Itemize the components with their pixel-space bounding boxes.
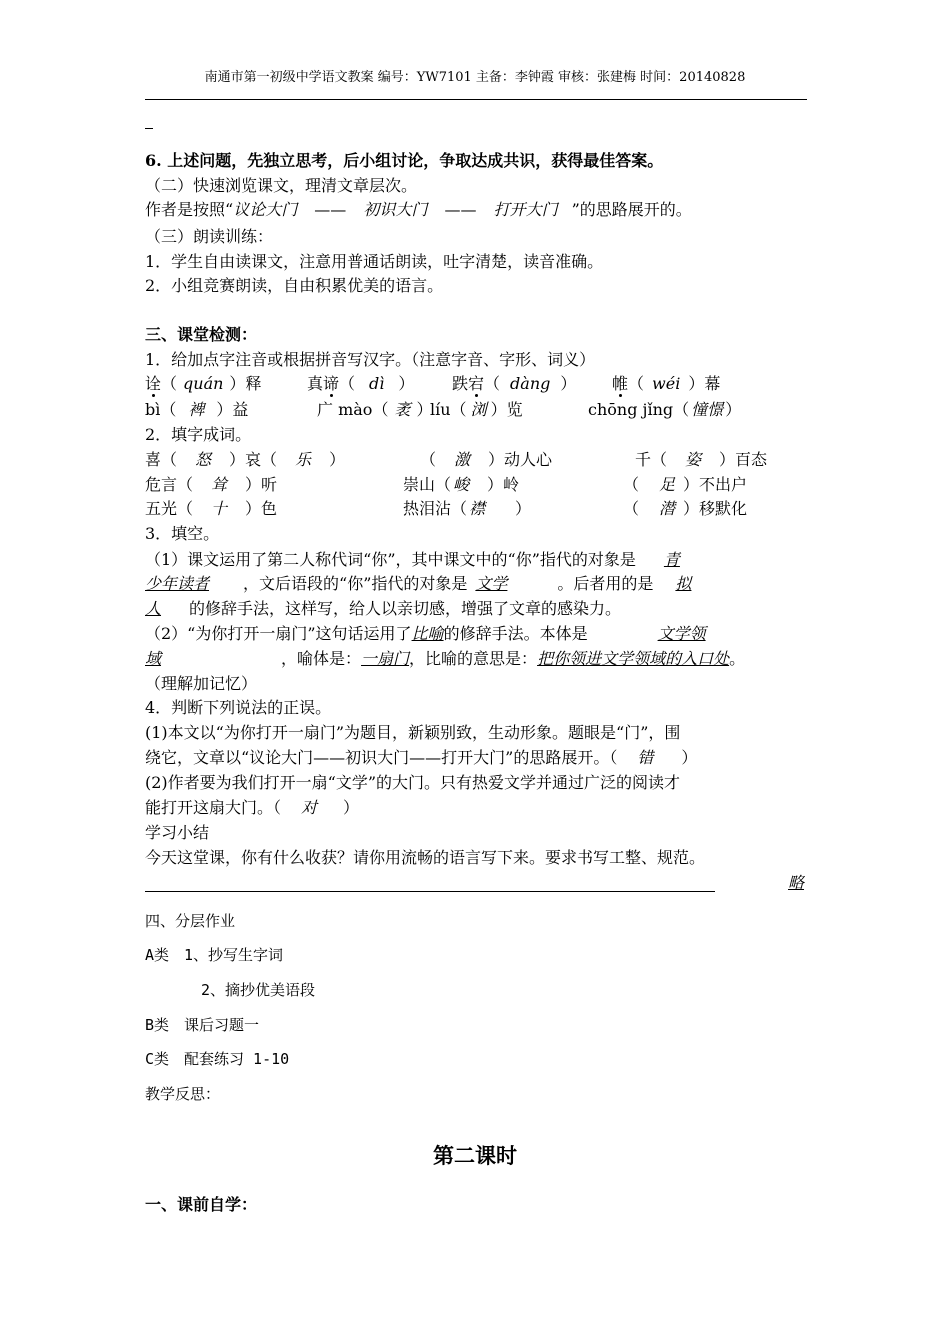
answer: wéi bbox=[652, 374, 681, 393]
paren: （ bbox=[628, 374, 645, 393]
answer: 把你领进文学领域的入口处 bbox=[537, 649, 730, 668]
text: 益 bbox=[232, 400, 249, 419]
answer: 峻 bbox=[453, 475, 470, 494]
text: ） bbox=[515, 499, 532, 518]
paren: （ bbox=[372, 400, 389, 419]
test-q3-title: 3．填空。 bbox=[145, 524, 220, 543]
dotted-char: 宕 bbox=[468, 374, 485, 393]
text: ，文后语段的“你”指代的对象是 bbox=[243, 574, 468, 593]
answer: dì bbox=[369, 374, 385, 393]
paren: ） bbox=[560, 374, 577, 393]
text: 千（ bbox=[635, 450, 668, 469]
q3-1-line-1 bbox=[145, 549, 680, 571]
pinyin-item-3 bbox=[452, 373, 576, 395]
section-3-title: （三）朗读训练： bbox=[145, 227, 274, 246]
class-test-title: 三、课堂检测： bbox=[145, 325, 258, 344]
answer: 文学 bbox=[475, 574, 508, 593]
text: ） bbox=[329, 450, 346, 469]
answer: 青 bbox=[663, 550, 680, 569]
paren: （ bbox=[450, 400, 467, 419]
answer: 浏 bbox=[470, 400, 487, 419]
text: 。 bbox=[729, 649, 746, 668]
idiom-5 bbox=[403, 474, 519, 496]
answer: 襟 bbox=[469, 499, 486, 518]
pinyin-row-1 bbox=[145, 373, 795, 397]
answer: 潜 bbox=[659, 499, 676, 518]
idiom-4 bbox=[145, 474, 277, 496]
text: ）哀（ bbox=[229, 450, 278, 469]
pinyin: bì bbox=[145, 400, 161, 419]
answer: 激 bbox=[454, 450, 471, 469]
text: （1）课文运用了第二人称代词“你”，其中课文中的“你”指代的对象是 bbox=[145, 550, 636, 569]
answer: 憧憬 bbox=[691, 400, 724, 419]
text: 跌 bbox=[452, 374, 469, 393]
text: ）岭 bbox=[487, 475, 520, 494]
answer: 袤 bbox=[394, 400, 411, 419]
answer: 耸 bbox=[211, 475, 228, 494]
answer: 乐 bbox=[295, 450, 312, 469]
answer: 裨 bbox=[188, 400, 205, 419]
text: 的修辞手法，这样写，给人以亲切感，增强了文章的感染力。 bbox=[189, 599, 622, 618]
answer: 拟 bbox=[675, 574, 692, 593]
pinyin-row-2 bbox=[145, 399, 795, 423]
homework-b: B类 课后习题一 bbox=[145, 1016, 260, 1034]
dash: —— bbox=[309, 200, 352, 219]
lesson-2-section-1: 一、课前自学： bbox=[145, 1195, 258, 1214]
text: （ bbox=[420, 450, 437, 469]
paren: （ bbox=[161, 374, 178, 393]
idiom-3 bbox=[635, 449, 767, 471]
text: 览 bbox=[506, 400, 523, 419]
paren: ） bbox=[216, 400, 233, 419]
short-dash-mark bbox=[145, 128, 153, 129]
summary-prompt: 今天这堂课，你有什么收获？请你用流畅的语言写下来。要求书写工整、规范。 bbox=[145, 848, 706, 867]
text: ）动人心 bbox=[488, 450, 553, 469]
pinyin-item-5 bbox=[145, 399, 248, 421]
pinyin: líu bbox=[430, 400, 451, 419]
q3-2-line-1 bbox=[145, 623, 706, 645]
pinyin-item-7 bbox=[430, 399, 523, 421]
answer: 怒 bbox=[195, 450, 212, 469]
text: ） bbox=[343, 798, 360, 817]
idiom-6 bbox=[623, 474, 747, 496]
text: （2）“为你打开一扇门”这句话运用了 bbox=[145, 624, 412, 643]
q3-1-line-3 bbox=[145, 598, 621, 620]
idiom-row-1 bbox=[145, 449, 805, 473]
paren: （ bbox=[160, 400, 177, 419]
dotted-char: 诠 bbox=[145, 374, 162, 393]
text: ）色 bbox=[245, 499, 278, 518]
paren: ） bbox=[688, 374, 705, 393]
answer-2: 初识大门 bbox=[363, 200, 428, 219]
text: ”的思路展开的。 bbox=[571, 200, 692, 219]
homework-a-1: A类 1、抄写生字词 bbox=[145, 946, 284, 964]
answer: 文学领 bbox=[657, 624, 706, 643]
idiom-1 bbox=[145, 449, 345, 471]
pinyin-item-4 bbox=[612, 373, 720, 395]
text: ，比喻的意思是： bbox=[409, 649, 538, 668]
text: 喜（ bbox=[145, 450, 178, 469]
teaching-reflection: 教学反思： bbox=[145, 1085, 221, 1103]
q3-1-line-2 bbox=[145, 573, 691, 595]
q3-2-line-2 bbox=[145, 648, 745, 670]
idiom-row-2 bbox=[145, 474, 805, 498]
writing-line bbox=[145, 891, 715, 892]
answer: dàng bbox=[510, 374, 551, 393]
test-q1-title: 1．给加点字注音或根据拼音写汉字。（注意字音、字形、词义） bbox=[145, 350, 596, 369]
idiom-8 bbox=[403, 498, 531, 520]
pinyin-item-8 bbox=[588, 399, 741, 421]
answer-3: 打开大门 bbox=[493, 200, 558, 219]
text: 真 bbox=[307, 374, 324, 393]
paren: ） bbox=[490, 400, 507, 419]
section-2-title: （二）快速浏览课文，理清文章层次。 bbox=[145, 176, 418, 195]
test-q4-title: 4．判断下列说法的正误。 bbox=[145, 698, 332, 717]
q4-2-line-2 bbox=[145, 797, 359, 819]
pinyin: 广 mào bbox=[317, 400, 373, 419]
pinyin-item-6 bbox=[317, 399, 432, 421]
text: 释 bbox=[245, 374, 262, 393]
idiom-2 bbox=[420, 449, 552, 471]
text: ，喻体是： bbox=[281, 649, 362, 668]
paren: ） bbox=[229, 374, 246, 393]
homework-a-2: 2、摘抄优美语段 bbox=[201, 981, 316, 999]
dotted-char: 帷 bbox=[612, 374, 629, 393]
text: 。后者用的是 bbox=[557, 574, 654, 593]
summary-answer: 略 bbox=[788, 873, 805, 892]
text: 幕 bbox=[704, 374, 721, 393]
text: 危言（ bbox=[145, 475, 194, 494]
idiom-9 bbox=[623, 498, 747, 520]
page-header: 南通市第一初级中学语文教案 编号：YW7101 主备：李钟霞 审核：张建梅 时间：20140828 bbox=[204, 70, 746, 85]
answer: 足 bbox=[659, 475, 676, 494]
text: 能打开这扇大门。（ bbox=[145, 798, 282, 817]
text: 绕它，文章以“议论大门——初识大门——打开大门”的思路展开。（ bbox=[145, 748, 618, 767]
header-rule bbox=[145, 99, 807, 100]
dash: —— bbox=[439, 200, 482, 219]
question-6: 6. 上述问题，先独立思考，后小组讨论，争取达成共识，获得最佳答案。 bbox=[145, 151, 664, 170]
pinyin-item-1 bbox=[145, 373, 261, 395]
section-2-structure-line bbox=[145, 199, 692, 221]
reading-item-1: 1．学生自由读课文，注意用普通话朗读，吐字清楚，读音准确。 bbox=[145, 252, 604, 271]
answer: 少年读者 bbox=[145, 574, 210, 593]
text: ）不出户 bbox=[683, 475, 748, 494]
dotted-char: 谛 bbox=[323, 374, 340, 393]
paren: ） bbox=[416, 400, 433, 419]
text: 作者是按照“ bbox=[145, 200, 234, 219]
idiom-row-3 bbox=[145, 498, 805, 522]
text: 崇山（ bbox=[403, 475, 452, 494]
answer: 域 bbox=[145, 649, 162, 668]
text: ）移默化 bbox=[683, 499, 748, 518]
homework-title: 四、分层作业 bbox=[145, 912, 236, 930]
text: 五光（ bbox=[145, 499, 194, 518]
answer: quán bbox=[183, 374, 224, 393]
pinyin: chōng jǐng bbox=[588, 400, 674, 419]
text: ） bbox=[681, 748, 698, 767]
answer: 对 bbox=[301, 798, 318, 817]
text: （ bbox=[623, 475, 640, 494]
pinyin-item-2 bbox=[307, 373, 414, 395]
q4-2-line-1: (2)作者要为我们打开一扇“文学”的大门。只有热爱文学并通过广泛的阅读才 bbox=[145, 773, 681, 792]
test-q2-title: 2．填字成词。 bbox=[145, 425, 252, 444]
reading-item-2: 2．小组竞赛朗读，自由积累优美的语言。 bbox=[145, 276, 444, 295]
answer: 错 bbox=[637, 748, 654, 767]
answer: 一扇门 bbox=[361, 649, 410, 668]
text: ）百态 bbox=[719, 450, 768, 469]
answer: 姿 bbox=[685, 450, 702, 469]
q4-1-line-1: (1)本文以“为你打开一扇门”为题目，新颖别致，生动形象。题眼是“门”，围 bbox=[145, 723, 681, 742]
paren: （ bbox=[673, 400, 690, 419]
text: （ bbox=[623, 499, 640, 518]
answer: 十 bbox=[211, 499, 228, 518]
answer: 人 bbox=[145, 599, 162, 618]
answer: 比喻 bbox=[411, 624, 444, 643]
q4-1-line-2 bbox=[145, 747, 697, 769]
q3-2-line-3: （理解加记忆） bbox=[145, 674, 258, 693]
answer-1: 议论大门 bbox=[233, 200, 298, 219]
lesson-2-title: 第二课时 bbox=[433, 1143, 517, 1168]
text: 的修辞手法。本体是 bbox=[443, 624, 588, 643]
summary-title: 学习小结 bbox=[145, 823, 210, 842]
text: ）听 bbox=[245, 475, 278, 494]
homework-c: C类 配套练习 1-10 bbox=[145, 1050, 290, 1068]
paren: （ bbox=[484, 374, 501, 393]
idiom-7 bbox=[145, 498, 277, 520]
text: 热泪沾（ bbox=[403, 499, 468, 518]
paren: （ bbox=[339, 374, 356, 393]
paren: ） bbox=[398, 374, 415, 393]
paren: ） bbox=[725, 400, 742, 419]
